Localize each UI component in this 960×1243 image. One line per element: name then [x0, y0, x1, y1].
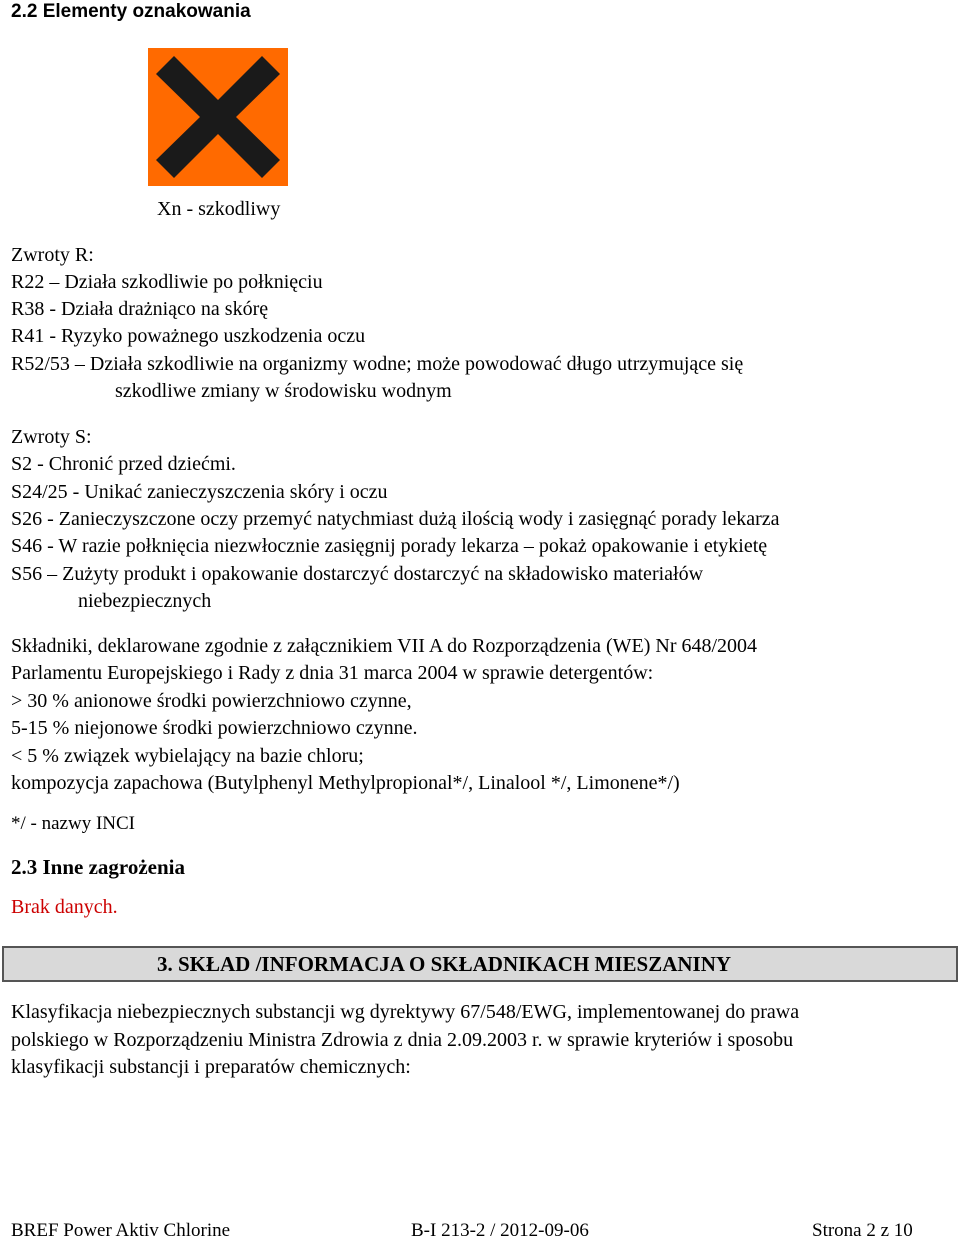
footer-doc-id: B-I 213-2 / 2012-09-06: [411, 1220, 589, 1241]
hazard-label: Xn - szkodliwy: [157, 198, 281, 220]
s-phrases-title: Zwroty S:: [11, 426, 92, 448]
s-phrase: S26 - Zanieczyszczone oczy przemyć natychmiast dużą ilością wody i zasięgnąć porady lekarza: [11, 508, 780, 530]
section-3-line: Klasyfikacja niebezpiecznych substancji wg dyrektywy 67/548/EWG, implementowanej do prawa: [11, 1001, 800, 1023]
ingredients-line: Parlamentu Europejskiego i Rady z dnia 31 marca 2004 w sprawie detergentów:: [11, 662, 654, 684]
s-phrase-continuation: niebezpiecznych: [78, 590, 212, 612]
r-phrases-title: Zwroty R:: [11, 244, 94, 266]
r-phrase-continuation: szkodliwe zmiany w środowisku wodnym: [115, 380, 452, 402]
ingredients-line: > 30 % anionowe środki powierzchniowo czynne,: [11, 690, 412, 712]
s-phrase: S2 - Chronić przed dziećmi.: [11, 453, 236, 475]
footer-product: BREF Power Aktiv Chlorine: [11, 1220, 231, 1241]
section-3-title-bar: [2, 946, 958, 982]
harmful-x-cross-icon: [148, 48, 288, 186]
inci-note: */ - nazwy INCI: [11, 813, 135, 834]
r-phrase: R41 - Ryzyko poważnego uszkodzenia oczu: [11, 325, 366, 347]
section-2-3-heading: 2.3 Inne zagrożenia: [11, 855, 186, 879]
r-phrase: R52/53 – Działa szkodliwie na organizmy wodne; może powodować długo utrzymujące się: [11, 353, 744, 375]
r-phrase: R22 – Działa szkodliwie po połknięciu: [11, 271, 323, 293]
section-3-line: polskiego w Rozporządzeniu Ministra Zdrowia z dnia 2.09.2003 r. w sprawie kryteriów i sposobu: [11, 1029, 794, 1051]
ingredients-line: Składniki, deklarowane zgodnie z załącznikiem VII A do Rozporządzenia (WE) Nr 648/2004: [11, 635, 758, 657]
section-3-title: 3. SKŁAD /INFORMACJA O SKŁADNIKACH MIESZANINY: [157, 952, 732, 976]
section-3-line: klasyfikacji substancji i preparatów chemicznych:: [11, 1056, 411, 1078]
s-phrase: S24/25 - Unikać zanieczyszczenia skóry i oczu: [11, 481, 388, 503]
footer-page-number: Strona 2 z 10: [812, 1220, 913, 1241]
ingredients-line: kompozycja zapachowa (Butylphenyl Methylpropional*/, Linalool */, Limonene*/): [11, 772, 680, 794]
ingredients-line: < 5 % związek wybielający na bazie chloru;: [11, 745, 364, 767]
s-phrase: S46 - W razie połknięcia niezwłocznie zasięgnij porady lekarza – pokaż opakowanie i etykietę: [11, 535, 768, 557]
r-phrase: R38 - Działa drażniąco na skórę: [11, 298, 269, 320]
s-phrase: S56 – Zużyty produkt i opakowanie dostarczyć dostarczyć na składowisko materiałów: [11, 563, 704, 585]
ingredients-line: 5-15 % niejonowe środki powierzchniowo czynne.: [11, 717, 418, 739]
section-2-3-text: Brak danych.: [11, 896, 118, 918]
section-2-2-heading: 2.2 Elementy oznakowania: [11, 1, 251, 22]
